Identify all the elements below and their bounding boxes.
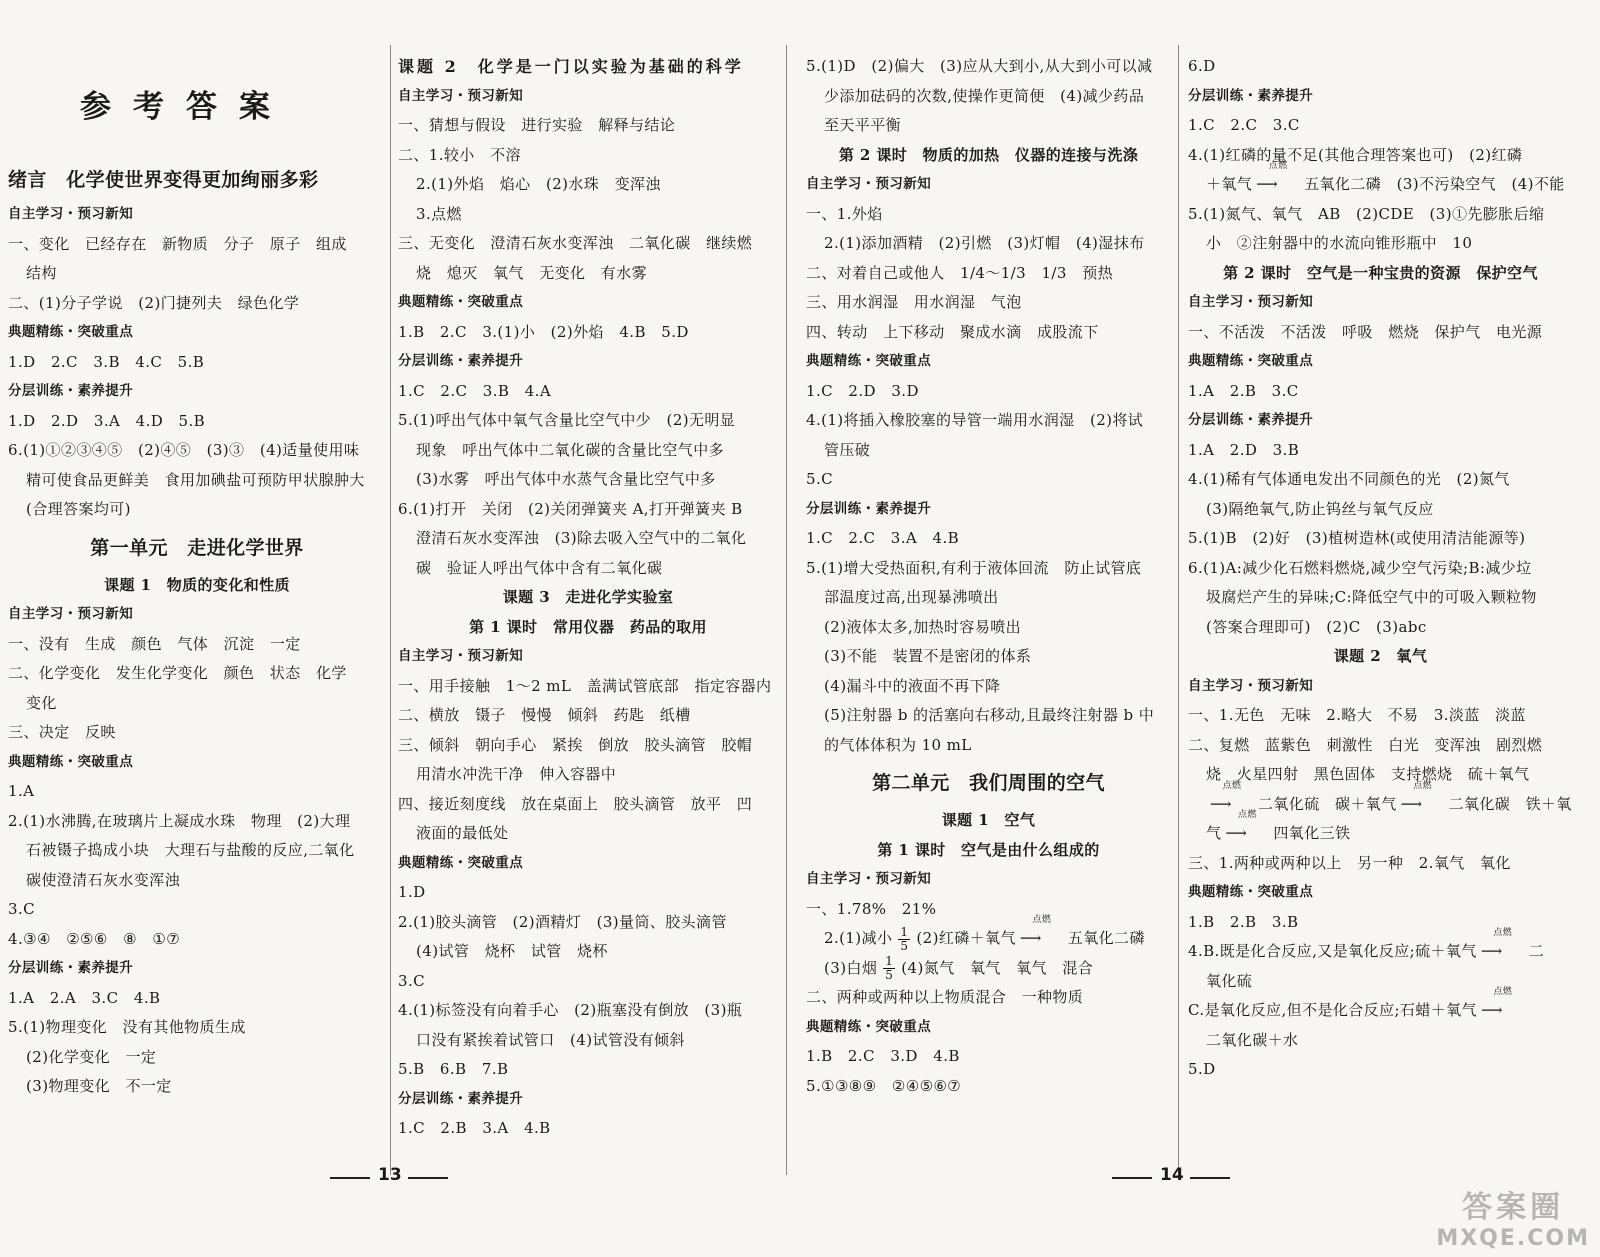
answer-line: 2.(1)外焰 焰心 (2)水珠 变浑浊 xyxy=(416,175,661,193)
answer-line: 一、1.78% 21% xyxy=(806,899,937,918)
lesson-heading: 课题 2 氧气 xyxy=(1333,647,1428,665)
equation-line xyxy=(1188,810,1573,849)
answer-line: 5.(1)增大受热面积,有利于液体回流 防止试管底 xyxy=(806,558,1142,577)
answer-line: 3.点燃 xyxy=(416,204,462,223)
section-heading: 分层训练・素养提升 xyxy=(1188,412,1314,428)
reaction-condition: 点燃 xyxy=(1238,810,1257,820)
answer-line: 1.A 2.A 3.C 4.B xyxy=(8,988,161,1007)
answer-line: 1.D 2.D 3.A 4.D 5.B xyxy=(8,411,206,430)
answer-line: 5.(1)B (2)好 (3)植树造林(或使用清洁能源等) xyxy=(1188,529,1526,547)
answer-line: 1.D 2.C 3.B 4.C 5.B xyxy=(8,352,205,371)
equation-line xyxy=(806,954,1171,984)
section-heading: 典题精练・突破重点 xyxy=(806,353,932,369)
answer-line: 用清水冲洗干净 伸入容器中 xyxy=(416,765,617,783)
answer-line: 至天平平衡 xyxy=(824,116,902,134)
lesson-heading: 课题 1 物质的变化和性质 xyxy=(104,575,290,594)
answer-line: 少添加砝码的次数,使操作更简便 (4)减少药品 xyxy=(824,86,1145,105)
answer-line: 氧化硫 xyxy=(1206,971,1253,990)
answer-line: 6.(1)①②③④⑤ (2)④⑤ (3)③ (4)适量使用味 xyxy=(8,441,360,459)
answer-line: 5.(1)D (2)偏大 (3)应从大到小,从大到小可以减 xyxy=(806,57,1153,75)
lesson-heading: 第 1 课时 空气是由什么组成的 xyxy=(877,840,1100,859)
answer-line: 二、对着自己或他人 1/4～1/3 1/3 预热 xyxy=(806,263,1114,282)
answer-line: 二、两种或两种以上物质混合 一种物质 xyxy=(806,988,1084,1006)
section-heading: 分层训练・素养提升 xyxy=(8,383,134,399)
text-run: 四氧化三铁 xyxy=(1273,824,1351,842)
answer-line: 一、变化 已经存在 新物质 分子 原子 组成 xyxy=(8,234,347,253)
answer-line: 结构 xyxy=(26,264,57,282)
section-heading: 典题精练・突破重点 xyxy=(398,294,524,310)
column-divider xyxy=(390,45,391,1175)
unit-heading: 第一单元 走进化学世界 xyxy=(90,536,304,559)
lesson-heading: 课题 1 空气 xyxy=(941,811,1036,829)
answer-line: 5.(1)物理变化 没有其他物质生成 xyxy=(8,1018,246,1036)
answer-line: 1.B 2.C 3.D 4.B xyxy=(806,1047,960,1065)
answer-line: 1.D xyxy=(398,883,426,901)
text-run: 气 xyxy=(1206,824,1222,842)
chapter-heading: 绪言 化学使世界变得更加绚丽多彩 xyxy=(8,169,319,191)
watermark-url: MXQE.COM xyxy=(1436,1226,1590,1251)
answer-line: 1.C 2.B 3.A 4.B xyxy=(398,1119,551,1137)
page-number-rule xyxy=(408,1177,448,1179)
answer-line: 一、猜想与假设 进行实验 解释与结论 xyxy=(398,116,676,134)
answer-line: 1.C 2.C 3.B 4.A xyxy=(398,381,552,400)
answer-line: 一、没有 生成 颜色 气体 沉淀 一定 xyxy=(8,634,301,653)
fraction-numerator: 1 xyxy=(900,924,909,939)
watermark-text: 答案圈 xyxy=(1462,1190,1565,1225)
fraction-numerator: 1 xyxy=(885,954,894,968)
answer-line: 5.C xyxy=(806,470,833,488)
section-heading: 典题精练・突破重点 xyxy=(1188,353,1314,369)
answer-line: 1.A 2.D 3.B xyxy=(1188,440,1300,459)
answer-line: 6.(1)打开 关闭 (2)关闭弹簧夹 A,打开弹簧夹 B xyxy=(398,499,743,518)
answer-line: 二氧化碳＋水 xyxy=(1206,1030,1299,1049)
unit-heading: 第二单元 我们周围的空气 xyxy=(872,772,1105,794)
section-heading: 分层训练・素养提升 xyxy=(8,960,134,976)
fraction xyxy=(883,955,895,982)
page-number-rule xyxy=(1112,1177,1152,1179)
answer-line: 一、1.外焰 xyxy=(806,204,883,223)
answer-line: 4.(1)将插入橡胶塞的导管一端用水润湿 (2)将试 xyxy=(806,411,1144,429)
section-heading: 分层训练・素养提升 xyxy=(806,500,932,517)
reaction-arrow: 点燃 ⟶ xyxy=(1252,170,1304,200)
answer-line: (3)物理变化 不一定 xyxy=(26,1077,172,1095)
answer-line: 现象 呼出气体中二氧化碳的含量比空气中多 xyxy=(416,440,725,459)
answer-line: 一、1.无色 无味 2.略大 不易 3.淡蓝 淡蓝 xyxy=(1188,706,1526,724)
answer-line: 1.C 2.C 3.C xyxy=(1188,116,1300,134)
answer-column-1 xyxy=(8,160,386,1102)
section-heading: 典题精练・突破重点 xyxy=(806,1018,932,1035)
reaction-condition: 点燃 xyxy=(1493,987,1513,997)
answer-column-4 xyxy=(1188,52,1573,1085)
answer-line: 4.(1)标签没有向着手心 (2)瓶塞没有倒放 (3)瓶 xyxy=(398,1001,743,1019)
answer-line: 澄清石灰水变浑浊 (3)除去吸入空气中的二氧化 xyxy=(416,529,747,547)
lesson-heading: 课题 3 走进化学实验室 xyxy=(502,588,674,606)
answer-line: (2)化学变化 一定 xyxy=(26,1047,157,1066)
section-heading: 典题精练・突破重点 xyxy=(8,753,134,770)
answer-line: 二、横放 镊子 慢慢 倾斜 药匙 纸槽 xyxy=(398,706,691,724)
reaction-arrow: 点燃 ⟶ xyxy=(1477,937,1529,967)
text-run: (4)氮气 氧气 氧气 混合 xyxy=(901,958,1094,977)
section-heading: 自主学习・预习新知 xyxy=(398,648,524,664)
equation-line xyxy=(1188,987,1573,1026)
reaction-condition: 点燃 xyxy=(1413,780,1433,791)
lesson-heading: 课题 2 化学是一门以实验为基础的科学 xyxy=(398,57,744,76)
answer-line: 三、决定 反映 xyxy=(8,723,116,741)
text-run: 2.(1)减小 xyxy=(824,929,893,947)
answer-line: 烧 火星四射 黑色固体 支持燃烧 硫＋氧气 xyxy=(1206,765,1530,783)
equation-line xyxy=(806,915,1171,954)
text-run: 二 xyxy=(1528,942,1545,960)
answer-line: 二、化学变化 发生化学变化 颜色 状态 化学 xyxy=(8,664,347,682)
answer-line: 二、(1)分子学说 (2)门捷列夫 绿色化学 xyxy=(8,293,300,312)
text-run: C.是氧化反应,但不是化合反应;石蜡＋氧气 xyxy=(1188,1001,1477,1019)
answer-column-3 xyxy=(806,52,1171,1101)
text-run: 4.B.既是化合反应,又是氧化反应;硫＋氧气 xyxy=(1188,942,1477,960)
page-number-left: 13 xyxy=(378,1165,402,1185)
answer-line: 5.(1)氮气、氧气 AB (2)CDE (3)①先膨胀后缩 xyxy=(1188,204,1545,223)
answer-line: (答案合理即可) (2)C (3)abc xyxy=(1206,617,1427,636)
equation-line xyxy=(1188,161,1573,200)
answer-line: 碳 验证人呼出气体中含有二氧化碳 xyxy=(416,558,663,577)
answer-line: 2.(1)添加酒精 (2)引燃 (3)灯帽 (4)湿抹布 xyxy=(824,234,1145,252)
fraction-denominator: 5 xyxy=(885,968,894,982)
answer-line: (3)不能 装置不是密闭的体系 xyxy=(824,647,1032,665)
answer-line: 3.C xyxy=(398,971,425,990)
answer-line: 液面的最低处 xyxy=(416,824,509,842)
answer-line: 1.C 2.D 3.D xyxy=(806,381,919,400)
section-heading: 自主学习・预习新知 xyxy=(1188,294,1314,310)
section-heading: 典题精练・突破重点 xyxy=(8,324,134,340)
text-run: 五氧化二磷 (3)不污染空气 (4)不能 xyxy=(1304,175,1565,193)
text-run: ＋氧气 xyxy=(1206,175,1253,193)
answer-line: (3)水雾 呼出气体中水蒸气含量比空气中多 xyxy=(416,470,716,488)
column-divider xyxy=(1178,45,1179,1175)
text-run: (3)白烟 xyxy=(824,958,878,977)
answer-line: 5.(1)呼出气体中氧气含量比空气中少 (2)无明显 xyxy=(398,411,736,429)
section-heading: 自主学习・预习新知 xyxy=(8,206,134,222)
reaction-condition: 点燃 xyxy=(1493,928,1513,938)
answer-line: 5.①③⑧⑨ ②④⑤⑥⑦ xyxy=(806,1076,962,1095)
answer-line: 口没有紧挨着试管口 (4)试管没有倾斜 xyxy=(416,1030,685,1049)
section-heading: 自主学习・预习新知 xyxy=(398,87,524,104)
answer-line: (4)漏斗中的液面不再下降 xyxy=(824,676,1001,695)
page-number-right: 14 xyxy=(1160,1165,1184,1185)
section-heading: 分层训练・素养提升 xyxy=(398,1090,524,1107)
answer-line: 6.D xyxy=(1188,57,1216,75)
reaction-condition: 点燃 xyxy=(1268,161,1288,171)
reaction-arrow: 点燃 ⟶ xyxy=(1206,790,1258,820)
column-divider xyxy=(786,45,787,1175)
section-heading: 自主学习・预习新知 xyxy=(1188,677,1314,694)
answer-line: 圾腐烂产生的异味;C:降低空气中的可吸入颗粒物 xyxy=(1206,588,1537,606)
fraction xyxy=(898,926,910,953)
answer-line: (合理答案均可) xyxy=(26,500,131,518)
answer-line: 4.③④ ②⑤⑥ ⑧ ①⑦ xyxy=(8,929,181,948)
answer-line: 碳使澄清石灰水变浑浊 xyxy=(26,870,181,889)
answer-line: 四、接近刻度线 放在桌面上 胶头滴管 放平 凹 xyxy=(398,794,753,813)
section-heading: 自主学习・预习新知 xyxy=(806,176,932,192)
section-heading: 典题精练・突破重点 xyxy=(1188,884,1314,900)
answer-line: 4.(1)稀有气体通电发出不同颜色的光 (2)氮气 xyxy=(1188,470,1510,488)
reaction-arrow: 点燃 ⟶ xyxy=(1221,819,1273,849)
answer-line: 石被镊子捣成小块 大理石与盐酸的反应,二氧化 xyxy=(26,841,355,859)
lesson-heading: 第 2 课时 空气是一种宝贵的资源 保护空气 xyxy=(1223,263,1538,282)
answer-line: 1.C 2.C 3.A 4.B xyxy=(806,529,960,547)
answer-column-2 xyxy=(398,52,778,1144)
section-heading: 自主学习・预习新知 xyxy=(8,606,134,622)
answer-line: 三、无变化 澄清石灰水变浑浊 二氧化碳 继续燃 xyxy=(398,234,753,252)
lesson-heading: 第 1 课时 常用仪器 药品的取用 xyxy=(469,617,707,636)
answer-line: 变化 xyxy=(26,693,57,712)
answer-line: 1.B 2.C 3.(1)小 (2)外焰 4.B 5.D xyxy=(398,322,689,341)
fraction-denominator: 5 xyxy=(900,938,909,953)
page-number-rule xyxy=(330,1177,370,1179)
answer-line: 四、转动 上下移动 聚成水滴 成股流下 xyxy=(806,322,1099,341)
page-number-rule xyxy=(1190,1177,1230,1179)
text-run: 二氧化碳 铁＋氧 xyxy=(1448,794,1572,813)
answer-line: 二、复燃 蓝紫色 刺激性 白光 变浑浊 剧烈燃 xyxy=(1188,735,1543,754)
answer-line: 1.A xyxy=(8,782,35,800)
answer-line: 1.A 2.B 3.C xyxy=(1188,381,1299,400)
watermark-logo xyxy=(1436,1182,1590,1251)
answer-line: 一、不活泼 不活泼 呼吸 燃烧 保护气 电光源 xyxy=(1188,322,1543,341)
reaction-arrow: 点燃 ⟶ xyxy=(1477,996,1529,1026)
answer-line: 二、1.较小 不溶 xyxy=(398,145,521,164)
answer-line: 6.(1)A:减少化石燃料燃烧,减少空气污染;B:减少垃 xyxy=(1188,558,1532,577)
answer-line: 三、用水润湿 用水润湿 气泡 xyxy=(806,293,1022,311)
reaction-condition: 点燃 xyxy=(1032,915,1052,925)
section-heading: 自主学习・预习新知 xyxy=(806,871,932,887)
answer-line: (5)注射器 b 的活塞向右移动,且最终注射器 b 中 xyxy=(824,706,1155,724)
section-heading: 分层训练・素养提升 xyxy=(1188,87,1314,104)
title: 参考答案 xyxy=(80,89,292,125)
answer-line: 烧 熄灭 氧气 无变化 有水雾 xyxy=(416,263,648,282)
text-run: 二氧化硫 碳＋氧气 xyxy=(1258,794,1397,813)
text-run: (2)红磷＋氧气 xyxy=(916,929,1016,947)
answer-line: 部温度过高,出现暴沸喷出 xyxy=(824,588,999,606)
reaction-arrow: 点燃 ⟶ xyxy=(1016,924,1068,954)
equation-line xyxy=(1188,928,1573,967)
answer-line: (2)液体太多,加热时容易喷出 xyxy=(824,617,1022,636)
answer-line: 5.B 6.B 7.B xyxy=(398,1060,509,1078)
answer-line: 2.(1)胶头滴管 (2)酒精灯 (3)量筒、胶头滴管 xyxy=(398,912,727,931)
answer-line: 5.D xyxy=(1188,1060,1216,1078)
section-heading: 分层训练・素养提升 xyxy=(398,353,524,369)
reaction-arrow: 点燃 ⟶ xyxy=(1397,790,1449,820)
section-heading: 典题精练・突破重点 xyxy=(398,854,524,871)
text-run: 五氧化二磷 xyxy=(1067,929,1145,947)
answer-line: (3)隔绝氧气,防止钨丝与氧气反应 xyxy=(1206,499,1434,518)
answer-line: 小 ②注射器中的水流向锥形瓶中 10 xyxy=(1206,234,1473,252)
answer-line: 2.(1)水沸腾,在玻璃片上凝成水珠 物理 (2)大理 xyxy=(8,811,351,830)
answer-line: 管压破 xyxy=(824,440,871,459)
reaction-condition: 点燃 xyxy=(1222,780,1242,791)
answer-line: 三、倾斜 朝向手心 紧挨 倒放 胶头滴管 胶帽 xyxy=(398,735,753,754)
answer-line: 3.C xyxy=(8,900,35,918)
answer-line: 4.(1)红磷的量不足(其他合理答案也可) (2)红磷 xyxy=(1188,145,1523,164)
answer-line: 一、用手接触 1～2 mL 盖满试管底部 指定容器内 xyxy=(398,676,772,695)
answer-line: 三、1.两种或两种以上 另一种 2.氧气 氧化 xyxy=(1188,853,1511,872)
answer-line: 精可使食品更鲜美 食用加碘盐可预防甲状腺肿大 xyxy=(26,470,365,489)
answer-line: (4)试管 烧杯 试管 烧杯 xyxy=(416,942,608,960)
answer-line: 1.B 2.B 3.B xyxy=(1188,912,1299,931)
lesson-heading: 第 2 课时 物质的加热 仪器的连接与洗涤 xyxy=(838,145,1139,164)
answer-line: 的气体体积为 10 mL xyxy=(824,735,972,754)
